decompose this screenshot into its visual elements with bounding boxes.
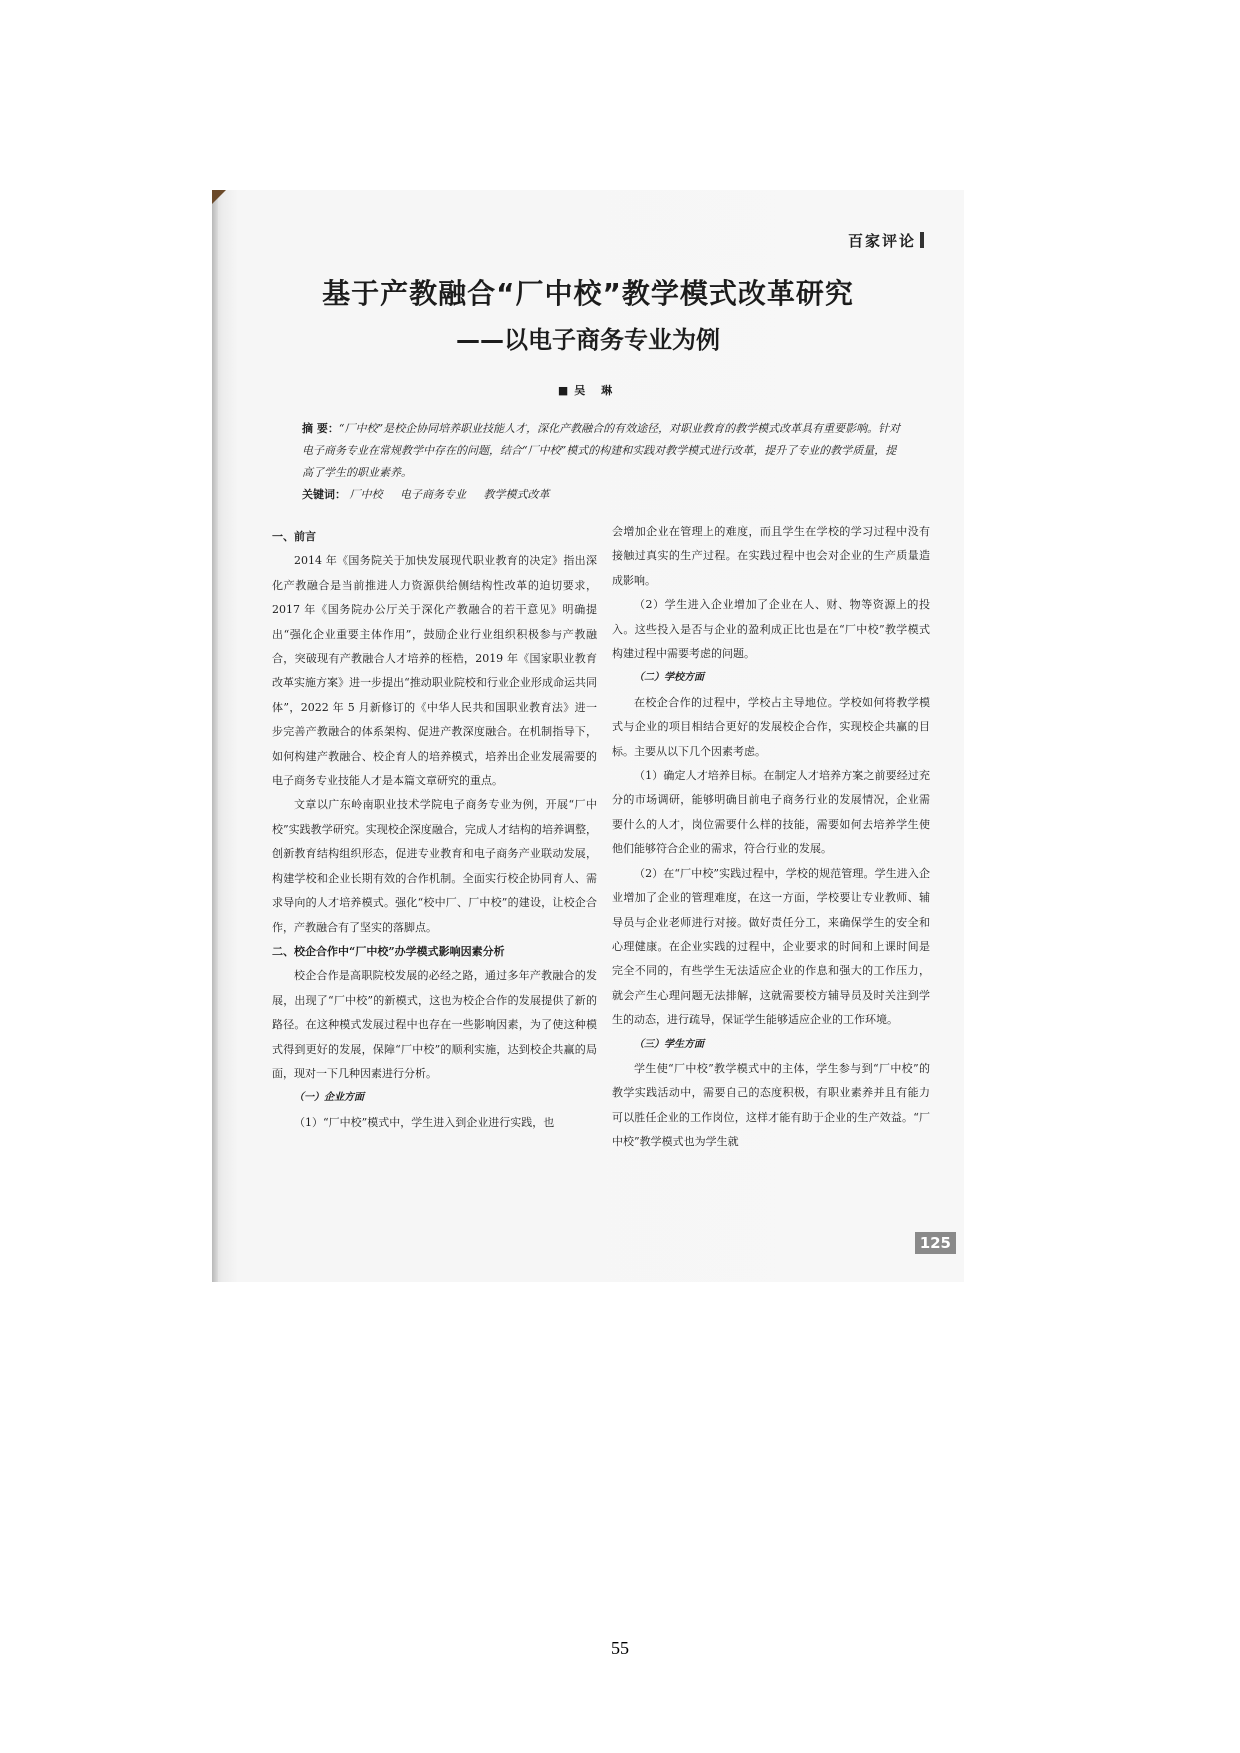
abstract-text: “厂中校”是校企协同培养职业技能人才，深化产教融合的有效途径，对职业教育的教学模式改革具有重要影响。针对电子商务专业在常规教学中存在的问题，结合“厂中校”模式的构建和实践对教学模式进行改革，提升了专业的教学质量，提高了学生的职业素养。 (302, 422, 901, 479)
paragraph: （1）确定人才培养目标。在制定人才培养方案之前要经过充分的市场调研，能够明确目前电子商务行业的发展情况，企业需要什么的人才，岗位需要什么样的技能，需要如何去培养学生使他们能够符合企业的需求，符合行业的发展。 (612, 769, 930, 856)
paragraph: 校企合作是高职院校发展的必经之路，通过多年产教融合的发展，出现了“厂中校”的新模式，这也为校企合作的发展提供了新的路径。在这种模式发展过程中也存在一些影响因素，为了使这种模式得到更好的发展，保障“厂中校”的顺利实施，达到校企共赢的局面，现对一下几种因素进行分析。 (272, 969, 597, 1080)
paragraph: （2）在“厂中校”实践过程中，学校的规范管理。学生进入企业增加了企业的管理难度，在这一方面，学校要让专业教师、辅导员与企业老师进行对接。做好责任分工，来确保学生的安全和心理健康。在企业实践的过程中，企业要求的时间和上课时间是完全不同的，有些学生无法适应企业的作息和强大的工作压力，就会产生心理问题无法排解，这就需要校方辅导员及时关注到学生的动态，进行疏导，保证学生能够适应企业的工作环境。 (612, 866, 930, 1027)
abstract (302, 418, 904, 484)
keyword: 厂中校 (349, 488, 383, 501)
journal-page-number: 125 (915, 1232, 956, 1254)
page-corner-mark (212, 190, 226, 204)
section-heading: 二、校企合作中“厂中校”办学模式影响因素分析 (272, 944, 505, 958)
subsection-heading: （二）学校方面 (634, 672, 704, 684)
section-tag: 百家评论 (848, 230, 924, 251)
keyword: 教学模式改革 (483, 488, 550, 501)
article-subtitle: ——以电子商务专业为例 (456, 326, 720, 354)
article-title: 基于产教融合“厂中校”教学模式改革研究 (322, 277, 854, 310)
section-tag-bar (920, 232, 924, 248)
left-column (272, 525, 597, 1135)
keywords (302, 484, 904, 506)
section-heading: 一、前言 (272, 530, 316, 543)
subsection-heading: （一）企业方面 (294, 1092, 364, 1104)
subsection-heading: （三）学生方面 (634, 1038, 704, 1050)
author: ■吴 琳 (557, 384, 619, 397)
paragraph: 学生使“厂中校”教学模式中的主体，学生参与到“厂中校”的教学实践活动中，需要自己的态度积极，有职业素养并且有能力可以胜任企业的工作岗位，这样才能有助于企业的生产效益。“厂中校”教学模式也为学生就 (612, 1061, 930, 1149)
paragraph: （1）“厂中校”模式中，学生进入到企业进行实践，也 (294, 1115, 555, 1129)
right-column (612, 520, 930, 1155)
paragraph: （2）学生进入企业增加了企业在人、财、物等资源上的投入。这些投入是否与企业的盈利成正比也是在“厂中校”教学模式构建过程中需要考虑的问题。 (612, 598, 930, 661)
paragraph: 2014 年《国务院关于加快发展现代职业教育的决定》指出深化产教融合是当前推进人力资源供给侧结构性改革的迫切要求，2017 年《国务院办公厅关于深化产教融合的若干意见》明确提出“强化企业重要主体作用”，鼓励企业行业组织积极参与产教融合，突破现有产教融合人才培养的桎梏，2019 年《国家职业教育改革实施方案》进一步提出“推动职业院校和行业企业形成命运共同体”，2022 年 5 月新修订的《中华人民共和国职业教育法》进一步完善产教融合的体系架构、促进产教深度融合。在机制指导下，如何构建产教融合、校企育人的培养模式，培养出企业发展需要的电子商务专业技能人才是本篇文章研究的重点。 (272, 554, 597, 788)
paragraph: 在校企合作的过程中，学校占主导地位。学校如何将教学模式与企业的项目相结合更好的发展校企合作，实现校企共赢的目标。主要从以下几个因素考虑。 (612, 695, 930, 758)
keywords-label: 关键词： (302, 488, 346, 501)
paragraph: 会增加企业在管理上的难度，而且学生在学校的学习过程中没有接触过真实的生产过程。在实践过程中也会对企业的生产质量造成影响。 (612, 525, 930, 587)
scanned-journal-page (212, 190, 964, 1282)
abstract-label: 摘 要： (302, 422, 339, 435)
page-number: 55 (611, 1638, 629, 1658)
paragraph: 文章以广东岭南职业技术学院电子商务专业为例，开展“厂中校”实践教学研究。实现校企深度融合，完成人才结构的培养调整，创新教育结构组织形态，促进专业教育和电子商务产业联动发展，构建学校和企业长期有效的合作机制。全面实行校企协同育人、需求导向的人才培养模式。强化“校中厂、厂中校”的建设，让校企合作，产教融合有了坚实的落脚点。 (272, 798, 597, 934)
keyword: 电子商务专业 (400, 488, 466, 501)
